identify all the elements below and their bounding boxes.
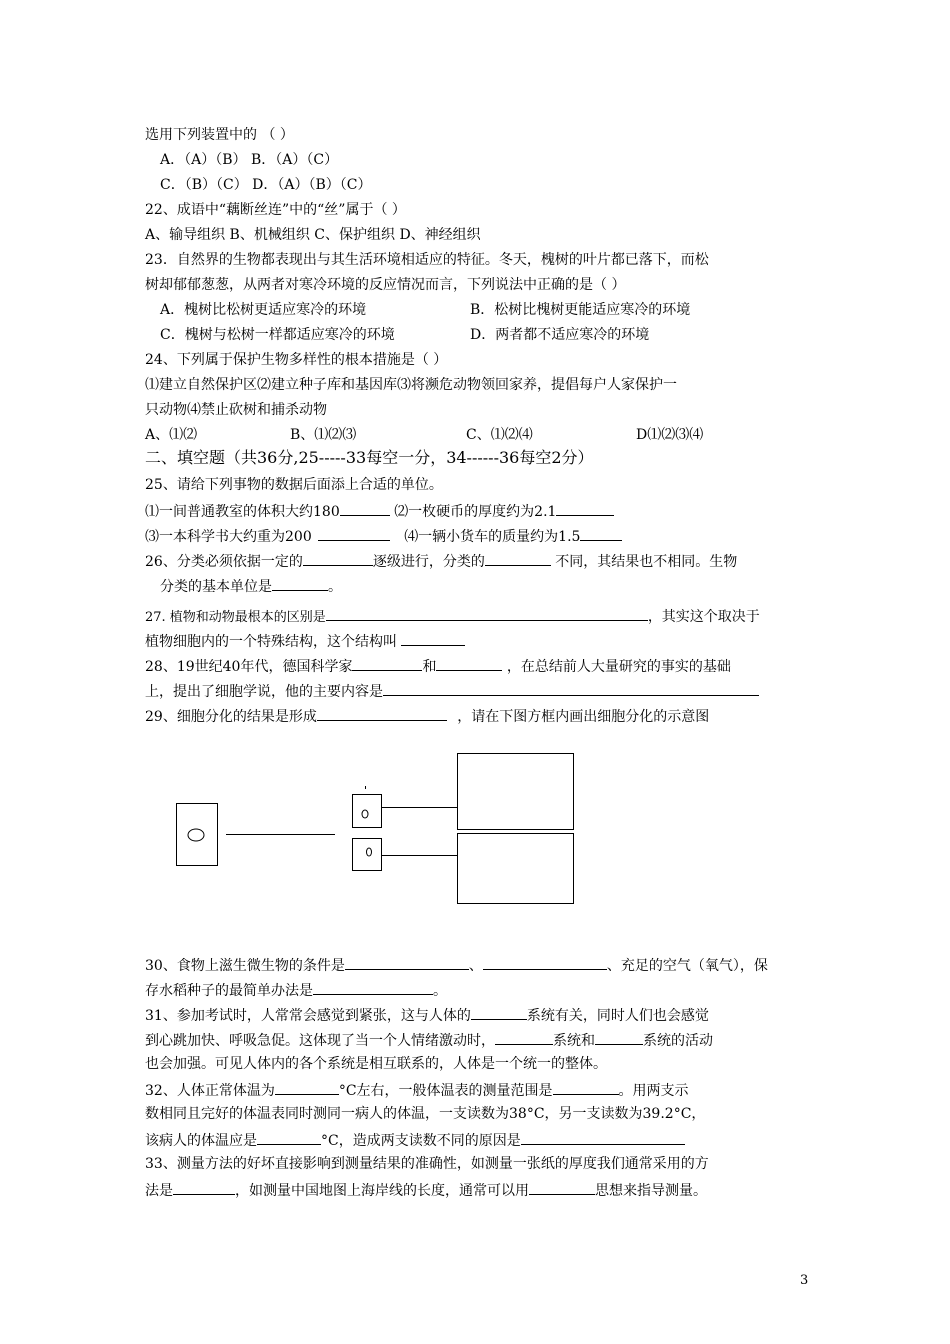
q33-text-c: ，如测量中国地图上海岸线的长度，通常可以用 bbox=[235, 1183, 529, 1199]
q24-line-2: 只动物⑷禁止砍树和捕杀动物 bbox=[145, 402, 327, 418]
q33-text-d: 思想来指导测量。 bbox=[595, 1183, 707, 1199]
q30-line-2 bbox=[145, 980, 447, 1000]
q21-options-1: A．（A）（B） B．（A）（C） bbox=[160, 152, 339, 168]
q28-text-b: 和 bbox=[422, 659, 437, 675]
q22-stem: 22、成语中“藕断丝连”中的“丝”属于（ ） bbox=[145, 202, 406, 218]
q30-blank-3[interactable] bbox=[313, 980, 433, 995]
q24-line-1: ⑴建立自然保护区⑵建立种子库和基因库⑶将濒危动物领回家养，提倡每户人家保护一 bbox=[145, 377, 677, 393]
q30-text-e: 。 bbox=[433, 983, 447, 999]
q23-line-1: 23．自然界的生物都表现出与其生活环境相适应的特征。冬天，槐树的叶片都已落下，而松 bbox=[145, 252, 709, 268]
q30-text-b: 、 bbox=[468, 958, 483, 974]
q25-part-2: ⑵一枚硬币的厚度约为2.1 bbox=[394, 504, 557, 520]
q32-blank-2[interactable] bbox=[553, 1080, 619, 1095]
q26-text-e: 。 bbox=[328, 579, 342, 595]
q24-stem: 24、下列属于保护生物多样性的根本措施是（ ） bbox=[145, 352, 448, 368]
q30-text-c: 、充足的空气（氧气），保 bbox=[606, 958, 768, 974]
q32-text-b: °C左右，一般体温表的测量范围是 bbox=[338, 1083, 553, 1099]
q33-line-2 bbox=[145, 1180, 707, 1200]
q21-stem: 选用下列装置中的 （ ） bbox=[145, 127, 294, 143]
q32-text-a: 32、人体正常体温为 bbox=[145, 1083, 275, 1099]
q31-text-c: 到心跳加快、呼吸急促。这体现了当一个人情绪激动时， bbox=[145, 1033, 495, 1049]
q31-line-3: 也会加强。可见人体内的各个系统是相互联系的，人体是一个统一的整体。 bbox=[145, 1056, 607, 1072]
q31-text-a: 31、参加考试时，人常常会感觉到紧张，这与人体的 bbox=[145, 1008, 471, 1024]
q22-options: A、输导组织 B、机械组织 C、保护组织 D、神经组织 bbox=[145, 227, 481, 243]
daughter-cell-bottom-nucleus bbox=[367, 848, 372, 856]
q26-text-c: 不同，其结果也不相同。生物 bbox=[555, 554, 738, 570]
q23-option-c: C．槐树与松树一样都适应寒冷的环境 bbox=[160, 327, 395, 343]
q26-text-b: 逐级进行，分类的 bbox=[372, 554, 485, 570]
q31-text-b: 系统有关，同时人们也会感觉 bbox=[526, 1008, 709, 1024]
q27-text-a: 27. 植物和动物最根本的区别是 bbox=[145, 610, 326, 625]
q25-stem: 25、请给下列事物的数据后面添上合适的单位。 bbox=[145, 477, 443, 493]
q25-part-3: ⑶一本科学书大约重为200 bbox=[145, 529, 312, 545]
drawing-box-top[interactable] bbox=[458, 754, 574, 830]
q30-text-a: 30、食物上滋生微生物的条件是 bbox=[145, 958, 345, 974]
q33-blank-2[interactable] bbox=[529, 1180, 595, 1195]
drawing-box-bottom[interactable] bbox=[458, 834, 574, 904]
parent-cell bbox=[177, 804, 218, 866]
q23-option-b: B．松树比槐树更能适应寒冷的环境 bbox=[470, 302, 691, 318]
q28-text-d: 上，提出了细胞学说，他的主要内容是 bbox=[145, 684, 383, 700]
q31-text-e: 系统的活动 bbox=[643, 1033, 713, 1049]
daughter-cell-top-nucleus bbox=[362, 810, 368, 818]
q24-option-b: B、⑴⑵⑶ bbox=[290, 427, 357, 443]
q32-blank-4[interactable] bbox=[521, 1130, 685, 1145]
q32-line-3 bbox=[145, 1130, 685, 1150]
q32-line-1 bbox=[145, 1080, 689, 1100]
q31-blank-2[interactable] bbox=[495, 1030, 553, 1045]
q27-text-c: 植物细胞内的一个特殊结构，这个结构叫 bbox=[145, 634, 397, 650]
q27-text-b: ，其实这个取决于 bbox=[647, 609, 760, 625]
q31-blank-1[interactable] bbox=[471, 1005, 527, 1020]
q33-line-1: 33、测量方法的好坏直接影响到测量结果的准确性，如测量一张纸的厚度我们通常采用的方 bbox=[145, 1156, 709, 1172]
q24-option-d: D⑴⑵⑶⑷ bbox=[636, 427, 704, 443]
parent-cell-nucleus bbox=[188, 829, 204, 841]
q25-part-4: ⑷一辆小货车的质量约为1.5 bbox=[404, 529, 581, 545]
q32-text-e: 该病人的体温应是 bbox=[145, 1133, 257, 1149]
q25-part-1: ⑴一间普通教室的体积大约180 bbox=[145, 504, 340, 520]
q23-option-d: D．两者都不适应寒冷的环境 bbox=[470, 327, 650, 343]
q31-line-2 bbox=[145, 1030, 713, 1050]
q30-text-d: 存水稻种子的最简单办法是 bbox=[145, 983, 313, 999]
page-number: 3 bbox=[800, 1273, 809, 1288]
q26-text-d: 分类的基本单位是 bbox=[160, 579, 272, 595]
q32-blank-3[interactable] bbox=[257, 1130, 321, 1145]
q23-option-a: A．槐树比松树更适应寒冷的环境 bbox=[160, 302, 367, 318]
q31-blank-3[interactable] bbox=[595, 1030, 643, 1045]
q28-text-c: ，在总结前人大量研究的事实的基础 bbox=[506, 659, 731, 675]
q29-text-a: 29、细胞分化的结果是形成 bbox=[145, 709, 317, 725]
q32-line-2: 数相同且完好的体温表同时测同一病人的体温，一支读数为38°C，另一支读数为39.2°C， bbox=[145, 1106, 706, 1122]
q21-options-2: C．（B）（C） D．（A）（B）（C） bbox=[160, 177, 372, 193]
q33-blank-1[interactable] bbox=[173, 1180, 235, 1195]
q29-text-b: ，请在下图方框内画出细胞分化的示意图 bbox=[457, 709, 710, 725]
q24-option-c: C、⑴⑵⑷ bbox=[466, 427, 533, 443]
q23-line-2: 树却郁郁葱葱，从两者对寒冷环境的反应情况而言，下列说法中正确的是（ ） bbox=[145, 277, 626, 293]
q28-text-a: 28、19世纪40年代，德国科学家 bbox=[145, 659, 353, 675]
q31-line-1 bbox=[145, 1005, 709, 1025]
section-2-heading: 二、填空题（共36分,25-----33每空一分，34------36每空2分） bbox=[145, 448, 594, 467]
q31-text-d: 系统和 bbox=[553, 1033, 595, 1049]
q32-blank-1[interactable] bbox=[275, 1080, 339, 1095]
q30-line-1 bbox=[145, 955, 768, 975]
q32-text-c: 。用两支示 bbox=[618, 1083, 689, 1099]
q26-text-a: 26、分类必须依据一定的 bbox=[145, 554, 303, 570]
q32-text-f: °C，造成两支读数不同的原因是 bbox=[321, 1133, 521, 1149]
q30-blank-1[interactable] bbox=[345, 955, 469, 970]
q24-option-a: A、⑴⑵ bbox=[145, 427, 198, 443]
q30-blank-2[interactable] bbox=[483, 955, 607, 970]
q33-text-b: 法是 bbox=[145, 1183, 173, 1199]
